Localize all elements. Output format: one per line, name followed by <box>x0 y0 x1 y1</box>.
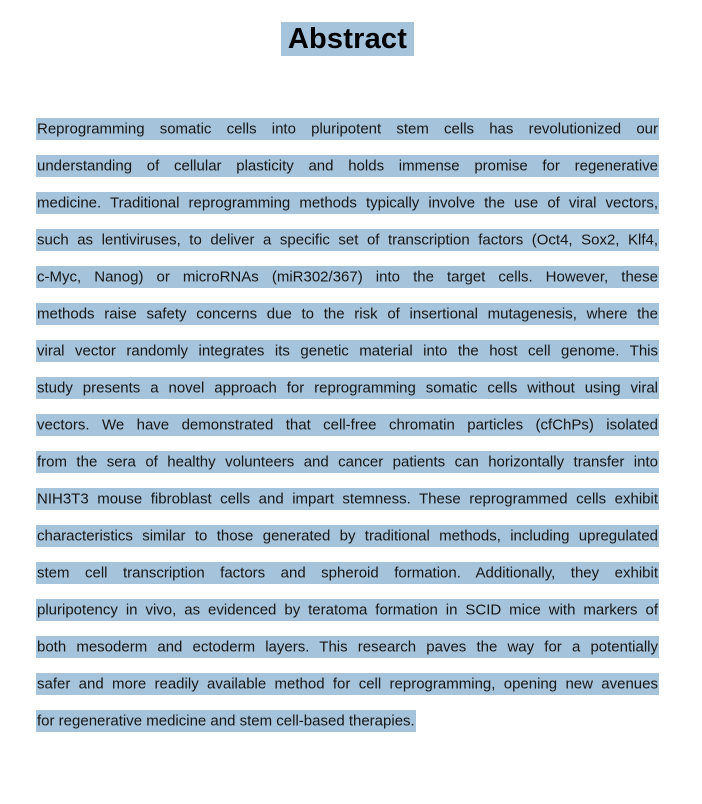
abstract-line <box>36 554 659 591</box>
selected-text-line[interactable]: c-Myc, Nanog) or microRNAs (miR302/367) into the target cells. However, these <box>36 266 659 288</box>
selected-text-line[interactable]: such as lentiviruses, to deliver a specific set of transcription factors (Oct4, Sox2, Klf4, <box>36 229 659 251</box>
abstract-line <box>36 406 659 443</box>
abstract-line <box>36 517 659 554</box>
abstract-line <box>36 184 659 221</box>
selected-text-line[interactable]: from the sera of healthy volunteers and cancer patients can horizontally transfer into <box>36 451 659 473</box>
selected-text-line[interactable]: NIH3T3 mouse fibroblast cells and impart stemness. These reprogrammed cells exhibit <box>36 488 659 510</box>
selected-text-line[interactable]: safer and more readily available method for cell reprogramming, opening new avenues <box>36 673 659 695</box>
abstract-paragraph[interactable] <box>36 110 659 739</box>
selected-text-line[interactable]: pluripotency in vivo, as evidenced by teratoma formation in SCID mice with markers of <box>36 599 659 621</box>
selected-text-line[interactable]: understanding of cellular plasticity and holds immense promise for regenerative <box>36 155 659 177</box>
abstract-line <box>36 295 659 332</box>
selected-text-line[interactable]: both mesoderm and ectoderm layers. This research paves the way for a potentially <box>36 636 659 658</box>
title-row <box>36 20 659 58</box>
abstract-line <box>36 443 659 480</box>
selected-text-line[interactable]: characteristics similar to those generated by traditional methods, including upregulated <box>36 525 659 547</box>
abstract-line <box>36 628 659 665</box>
abstract-line <box>36 110 659 147</box>
selected-text-line[interactable]: viral vector randomly integrates its genetic material into the host cell genome. This <box>36 340 659 362</box>
abstract-line <box>36 665 659 702</box>
abstract-line <box>36 480 659 517</box>
selected-text-line[interactable]: methods raise safety concerns due to the risk of insertional mutagenesis, where the <box>36 303 659 325</box>
abstract-line <box>36 369 659 406</box>
selected-text-line[interactable]: medicine. Traditional reprogramming methods typically involve the use of viral vectors, <box>36 192 659 214</box>
selected-text-line[interactable]: study presents a novel approach for reprogramming somatic cells without using viral <box>36 377 659 399</box>
selected-text-line[interactable]: vectors. We have demonstrated that cell-free chromatin particles (cfChPs) isolated <box>36 414 659 436</box>
abstract-line <box>36 147 659 184</box>
selected-text-line[interactable]: for regenerative medicine and stem cell-based therapies. <box>36 710 416 732</box>
abstract-line <box>36 258 659 295</box>
selected-text-line[interactable]: stem cell transcription factors and spheroid formation. Additionally, they exhibit <box>36 562 659 584</box>
abstract-line <box>36 332 659 369</box>
abstract-line <box>36 591 659 628</box>
abstract-line <box>36 221 659 258</box>
abstract-line <box>36 702 659 739</box>
selected-text-line[interactable]: Reprogramming somatic cells into pluripotent stem cells has revolutionized our <box>36 118 659 140</box>
section-title[interactable]: Abstract <box>281 22 414 56</box>
